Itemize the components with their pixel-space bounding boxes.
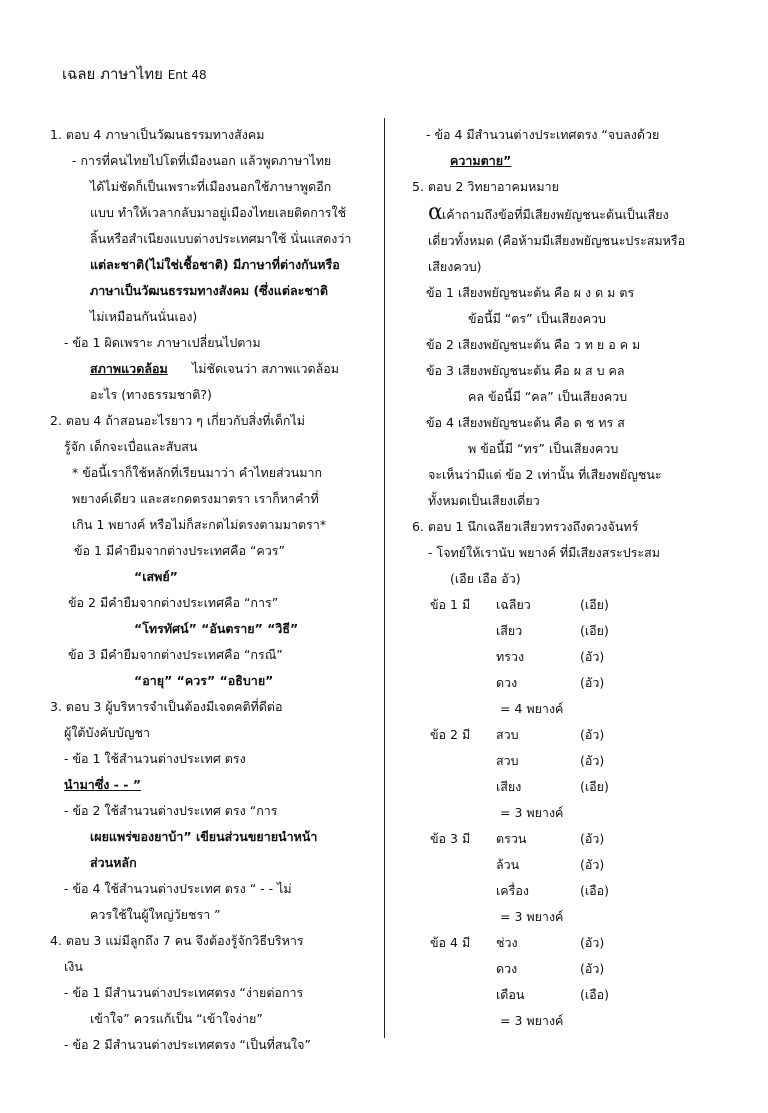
left-text-line: ข้อ 1 มีคำยืมจากต่างประเทศคือ “ควร” (74, 543, 285, 558)
right-text-line: 6. ตอบ 1 นึกเฉลียวเสียวทรวงถึงดวงจันทร์ (412, 519, 639, 534)
syllable-word: ดวง (496, 961, 518, 976)
right-text-line: ข้อนี้มี “ตร” เป็นเสียงควบ (468, 311, 606, 326)
syllable-vowel: (อัว) (580, 857, 605, 872)
left-text-line: “โทรทัศน์” “อันตราย” “วิธี” (134, 621, 299, 636)
syllable-word: เฉลียว (496, 597, 531, 612)
left-text-line: ภาษาเป็นวัฒนธรรมทางสังคม (ซึ่งแต่ละชาติ (90, 283, 328, 298)
left-text-line: 4. ตอบ 3 แม่มีลูกถึง 7 คน จึงต้องรู้จักวิธีบริหาร (50, 933, 304, 948)
right-text-line: จะเห็นว่ามีแต่ ข้อ 2 เท่านั้น ที่เสียงพยัญชนะ (428, 467, 662, 482)
left-text-line: เกิน 1 พยางค์ หรือไม่ก็สะกดไม่ตรงตามมาตรา* (72, 517, 327, 532)
right-text-line: คล ข้อนี้มี “คล” เป็นเสียงควบ (468, 389, 628, 404)
syllable-total: = 3 พยางค์ (500, 805, 564, 820)
right-text-line: - โจทย์ให้เรานับ พยางค์ ที่มีเสียงสระประสม (428, 545, 661, 560)
left-text-line: ลิ้นหรือสำเนียงแบบต่างประเทศมาใช้ นั่นแสดงว่า (90, 231, 352, 246)
left-text-line: - ข้อ 2 มีสำนวนต่างประเทศตรง “เป็นที่สนใจ” (64, 1037, 311, 1052)
left-text-line: ไม่เหมือนกันนั่นเอง) (90, 309, 198, 324)
right-text-line: ข้อ 4 เสียงพยัญชนะต้น คือ ด ช ทร ส (426, 415, 625, 430)
syllable-vowel: (เอีย) (580, 623, 609, 638)
left-text-line: สภาพแวดล้อม (90, 361, 168, 376)
left-text-line: - ข้อ 4 ใช้สำนวนต่างประเทศ ตรง “ - - ไม่ (64, 881, 292, 896)
left-text-line: - ข้อ 1 ใช้สำนวนต่างประเทศ ตรง (64, 751, 246, 766)
left-text-line: ข้อ 2 มีคำยืมจากต่างประเทศคือ “การ” (68, 595, 279, 610)
left-text-line: ข้อ 3 มีคำยืมจากต่างประเทศคือ “กรณี” (68, 647, 283, 662)
option-label: ข้อ 3 มี (430, 831, 471, 846)
syllable-word: ดวง (496, 675, 518, 690)
left-text-line: - ข้อ 2 ใช้สำนวนต่างประเทศ ตรง “การ (64, 803, 278, 818)
right-text-line: ทั้งหมดเป็นเสียงเดี่ยว (428, 493, 540, 508)
syllable-word: เครื่อง (496, 883, 529, 898)
syllable-vowel: (เอีย) (580, 597, 609, 612)
left-text-line: รู้จัก เด็กจะเบื่อและสับสน (64, 439, 198, 454)
right-text-line: เดี่ยวทั้งหมด (คือห้ามมีเสียงพยัญชนะประสมหรือ (428, 233, 686, 248)
right-text-line: (เอีย เอือ อัว) (450, 571, 521, 586)
left-text-line: “อายุ” “ควร” “อธิบาย” (134, 673, 274, 688)
syllable-vowel: (อัว) (580, 831, 605, 846)
right-text-line: ความตาย” (450, 153, 512, 168)
left-text-line: 3. ตอบ 3 ผู้บริหารจำเป็นต้องมีเจตคติที่ดีต่อ (50, 699, 283, 714)
page-title: เฉลย ภาษาไทย (62, 65, 163, 83)
left-text-line: ได้ไม่ชัดก็เป็นเพราะที่เมืองนอกใช้ภาษาพูดอีก (90, 179, 332, 194)
left-text-line: * ข้อนี้เราก็ใช้หลักที่เรียนมาว่า คำไทยส่วนมาก (72, 465, 323, 480)
syllable-word: เสียง (496, 779, 522, 794)
left-text-line: เข้าใจ” ควรแก้เป็น “เข้าใจง่าย” (90, 1011, 263, 1026)
left-text-line: อะไร (ทางธรรมชาติ?) (90, 387, 212, 402)
option-label: ข้อ 1 มี (430, 597, 471, 612)
left-text-line: นำมาซึ่ง - - ” (64, 777, 142, 792)
right-text-line: α (428, 200, 443, 225)
syllable-total: = 4 พยางค์ (500, 701, 564, 716)
left-text-line: ส่วนหลัก (90, 855, 137, 870)
right-text-line: - ข้อ 4 มีสำนวนต่างประเทศตรง “จบลงด้วย (426, 127, 660, 142)
left-text-line: - ข้อ 1 มีสำนวนต่างประเทศตรง “ง่ายต่อการ (64, 985, 304, 1000)
page-subtitle: Ent 48 (167, 68, 207, 82)
left-text-line: เงิน (64, 959, 83, 974)
right-text-line: เค้าถามถึงข้อที่มีเสียงพยัญชนะต้นเป็นเสียง (442, 207, 669, 222)
syllable-vowel: (อัว) (580, 675, 605, 690)
syllable-vowel: (อัว) (580, 935, 605, 950)
right-text-line: ข้อ 3 เสียงพยัญชนะต้น คือ ผ ส บ คล (426, 363, 625, 378)
left-text-line: 1. ตอบ 4 ภาษาเป็นวัฒนธรรมทางสังคม (50, 127, 265, 142)
right-text-line: พ ข้อนี้มี “ทร” เป็นเสียงควบ (468, 441, 619, 456)
right-text-line: 5. ตอบ 2 วิทยาอาคมหมาย (412, 179, 559, 194)
syllable-word: เสียว (496, 623, 523, 638)
syllable-word: ล้วน (496, 857, 520, 872)
left-text-line: แบบ ทำให้เวลากลับมาอยู่เมืองไทยเลยติดการใช้ (90, 205, 347, 220)
syllable-word: ทรวง (496, 649, 525, 664)
left-text-line: - การที่คนไทยไปโตที่เมืองนอก แล้วพูดภาษาไทย (72, 153, 332, 168)
left-text-line: แต่ละชาติ(ไม่ใช่เชื้อชาติ) มีภาษาที่ต่างกันหรือ (90, 257, 340, 272)
syllable-total: = 3 พยางค์ (500, 909, 564, 924)
left-text-line: 2. ตอบ 4 ถ้าสอนอะไรยาว ๆ เกี่ยวกับสิ่งที่เด็กไม่ (50, 413, 306, 428)
syllable-vowel: (เอือ) (580, 987, 610, 1002)
syllable-vowel: (เอือ) (580, 883, 610, 898)
syllable-vowel: (อัว) (580, 727, 605, 742)
syllable-word: สวบ (496, 753, 519, 768)
syllable-vowel: (อัว) (580, 753, 605, 768)
left-text-line: “เสพย์” (134, 569, 178, 584)
left-text-line: เผยแพร่ของยาบ้า” เขียนส่วนขยายนำหน้า (90, 829, 318, 844)
option-label: ข้อ 4 มี (430, 935, 471, 950)
syllable-word: ช่วง (496, 935, 518, 950)
right-text-line: ข้อ 2 เสียงพยัญชนะต้น คือ ว ท ย อ ค ม (426, 337, 641, 352)
page-header (62, 62, 207, 86)
option-label: ข้อ 2 มี (430, 727, 471, 742)
syllable-vowel: (อัว) (580, 961, 605, 976)
left-text-line: ควรใช้ในผู้ใหญ่วัยชรา ” (90, 907, 221, 922)
right-text-line: เสียงควบ) (428, 259, 482, 274)
syllable-word: ตรวน (496, 831, 527, 846)
left-text-line: ไม่ชัดเจนว่า สภาพแวดล้อม (192, 361, 340, 376)
column-divider (384, 118, 385, 1038)
syllable-vowel: (อัว) (580, 649, 605, 664)
syllable-word: เดือน (496, 987, 525, 1002)
syllable-word: สวบ (496, 727, 519, 742)
syllable-total: = 3 พยางค์ (500, 1013, 564, 1028)
left-text-line: พยางค์เดียว และสะกดตรงมาตรา เราก็หาคำที่ (72, 491, 319, 506)
syllable-vowel: (เอีย) (580, 779, 609, 794)
left-text-line: ผู้ใต้บังคับบัญชา (64, 725, 150, 740)
right-text-line: ข้อ 1 เสียงพยัญชนะต้น คือ ผ ง ด ม ตร (426, 285, 635, 300)
left-text-line: - ข้อ 1 ผิดเพราะ ภาษาเปลี่ยนไปตาม (64, 335, 261, 350)
